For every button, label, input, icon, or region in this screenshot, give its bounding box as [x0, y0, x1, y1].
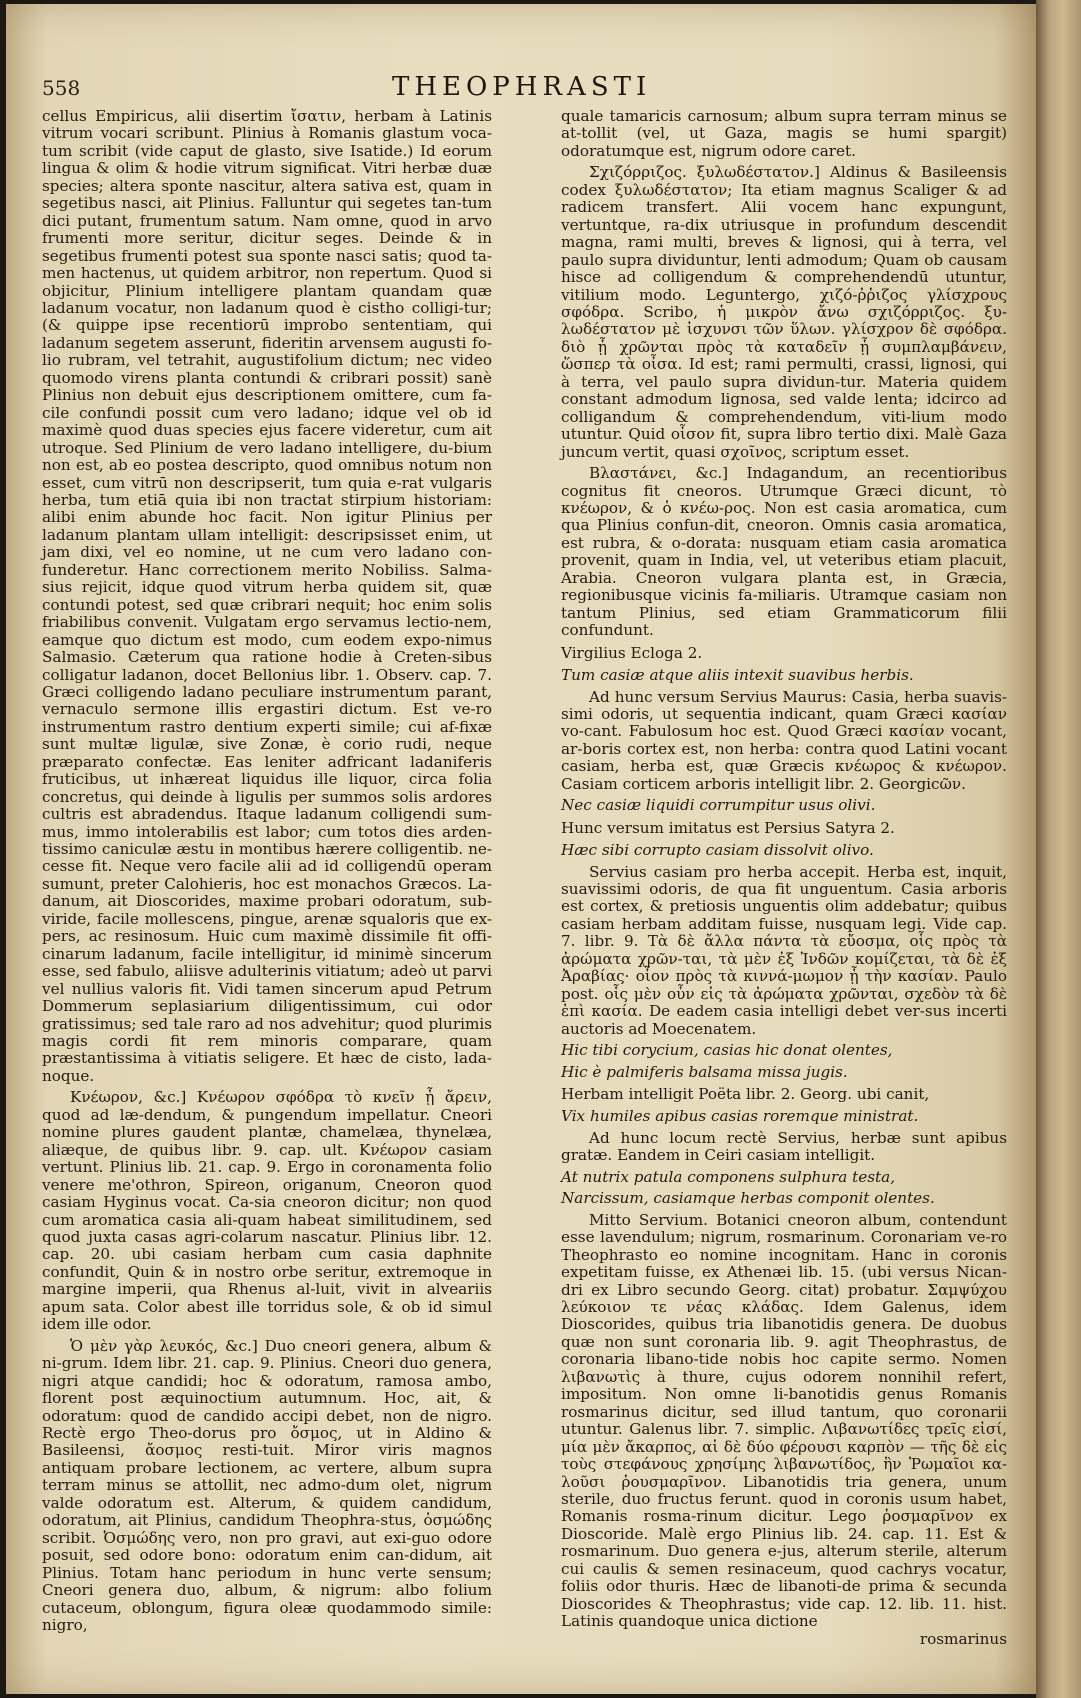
verse-line: Nec casiæ liquidi corrumpitur usus olivi. [561, 796, 876, 815]
left-column [42, 108, 492, 1634]
verse-line: Hic tibi corycium, casias hic donat olentes, [561, 1041, 893, 1060]
paragraph: Mitto Servium. Botanici cneoron album, contendunt esse lavendulum; nigrum, rosmarinum. Coronariam ve-ro Theophrasto eo nomine incognitam. Hanc in coronis expetitam fuisse, ex Athenæi lib. 15. (ubi versus Nican-dri ex Libro secundo Georg. citat) probatur. Σαμψύχου λεύκοιον τε νέας κλάδας. Idem Galenus, idem Dioscorides, quibus tria libanotidis genera. De duobus quæ non sunt coronaria lib. 9. agit Theophrastus, de coronaria libano-tide nobis hoc capite sermo. Nomen λιβανωτὶς à thure, cujus odorem nonnihil refert, impositum. Non omne li-banotidis genus Romanis rosmarinus dicitur, sed illud tantum, quo coronarii utuntur. Galenus libr. 7. simplic. Λιβανωτίδες τρεῖς εἰσί, μία μὲν ἄκαρπος, αἱ δὲ δύο φέρουσι καρπὸν — τῆς δὲ εἰς τοὺς στεφάνους χρησίμης λιβανωτίδος, ἣν Ῥωμαῖοι κα-λοῦσι ῥουσμαρῖνον. Libanotidis tria genera, unum sterile, duo fructus ferunt. quod in coronis usum habet, Romanis rosma-rinum dicitur. Lego ῥοσμαρῖνον ex Dioscoride. Malè ergo Plinius lib. 24. cap. 11. Est & rosmarinum. Duo genera e-jus, alterum sterile, alterum cui caulis & semen resinaceum, quod cachrys vocatur, foliis odor thuris. Hæc de libanoti-de prima & secunda Dioscorides & Theophrastus; vide cap. 12. lib. 11. hist. Latinis quandoque unica dictione [561, 1210, 1007, 1631]
book-gutter [1036, 0, 1081, 1698]
verse-line: Hic è palmiferis balsama missa jugis. [561, 1062, 848, 1081]
catchword: rosmarinus [919, 1629, 1007, 1648]
running-head: THEOPHRASTI [392, 72, 652, 102]
verse-line: Hæc sibi corrupto casiam dissolvit olivo. [561, 841, 874, 860]
paragraph: Σχιζόρριζος. ξυλωδέστατον.] Aldinus & Basileensis codex ξυλωδέστατον; Ita etiam magnus Scaliger & ad radicem transfert. Alii vocem hanc expungunt, vertuntque, ra-dix utriusque in profundum descendit magna, rami multi, breves & lignosi, qui à terra, vel paulo supra dividuntur, lenti admodum; Quam ob causam hisce ad colligendum & comprehendendū utuntur, vitilium modo. Leguntergo, χιζό-ῤῥιζος γλίσχρους σφόδρα. Scribo, ἡ μικρὸν ἄνω σχιζόρριζος. ξυ-λωδέστατον μὲ ἰσχυνσι τῶν ὕλων. γλίσχρον δὲ σφόδρα. διὸ ᾗ χρῶνται πρὸς τὰ καταδεῖν ᾗ συμπλαμβάνειν, ὥσπερ τὰ οἶσα. Id est; rami permulti, crassi, lignosi, qui à terra, vel paulo supra dividun-tur. Materia quidem constant admodum lignosa, sed valde lenta; idcirco ad colligandum & comprehendendum, viti-lium modo utuntur. Quid οἶσον fit, supra libro tertio dixi. Malè Gaza juncum vertit, quasi σχοῖνος, scriptum esset. [561, 163, 1007, 461]
book-page [6, 4, 1036, 1694]
verse-line: Narcissum, casiamque herbas componit olentes. [561, 1189, 935, 1208]
citation-line: Herbam intelligit Poëta libr. 2. Georg. ubi canit, [561, 1085, 930, 1104]
verse-line: At nutrix patula componens sulphura testa, [561, 1167, 896, 1186]
paragraph: cellus Empiricus, alii disertim ἴσατιν, herbam à Latinis vitrum vocari scribunt. Plinius à Romanis glastum voca-tum scribit (vide caput de glasto, sive Isatide.) Id eorum lingua & olim & hodie vitrum significat. Vitri herbæ duæ species; altera sponte nascitur, altera sativa est, quam in segetibus nasci, ait Plinius. Falluntur qui segetes tan-tum dici putant, frumentum satum. Nam omne, quod in arvo frumenti more seritur, dicitur seges. Deinde & in segetibus frumenti potest sua sponte nasci satis; quod ta-men hactenus, ut quidem arbitror, non repertum. Quod si objicitur, Plinium intelligere plantam quandam quæ ladanum vocatur, non ladanum quod è cistho colligi-tur; (& quippe ipse recentiorū improbo sententiam, qui ladanum segetem asserunt, fideritin arvensem augusti fo-lio rubram, vel tetrahit, augustifolium dictum; nec video quomodo virens planta contundi & cribrari possit) sanè Plinius non debuit ejus descriptionem omittere, cum fa-cile confundi possit cum vero ladano; idque vel ob id maximè quod duas species ejus facere videretur, cum ait utroque. Sed Plinium de vero ladano intelligere, du-bium non est, ab eo postea descripto, quod omnibus notum non esset, cum vitrū non descripserit, tum quia e-rat vulgaris herba, tum etiā quia ibi non tractat stirpium historiam: alibi enim abunde hoc facit. Non igitur Plinius per ladanum plantam ullam intelligit: descripsisset enim, ut jam dixi, vel eo nomine, ut ne cum vero ladano con-funderetur. Hanc correctionem merito Nobiliss. Salma-sius rejicit, idque quod vitrum herba quidem sit, quæ contundi potest, sed quæ cribrari nequit; hoc enim solis friabilibus convenit. Vulgatam ergo servamus lectio-nem, eamque quo dictum est modo, cum eodem expo-nimus Salmasio. Cæterum qua ratione hodie à Creten-sibus colligatur ladanon, docet Bellonius libr. 1. Observ. cap. 7. Græci colligendo ladano peculiare instrumentum parant, vernaculo sermone illis ergastiri dictum. Est ve-ro instrumentum rastro dentium experti simile; cui af-fixæ sunt multæ ligulæ, sive Zonæ, è corio rudi, neque præparato confectæ. Eas leniter adfricant ladaniferis fruticibus, ut inhæreat liquidus ille liquor, circa folia concretus, qui deinde à ligulis per summos solis ardores cultris est abradendus. Itaque ladanum colligendi sum-mus, immo intolerabilis est labor; cum totos dies arden-tissimo caniculæ æstu in montibus hærere colligentib. ne-cesse fit. Neque vero facile alii ad id colligendū operam sumunt, preter Calohieris, hoc est monachos Græcos. La-danum, ait Dioscorides, maxime probari odoratum, sub-viride, facile mollescens, pingue, arenæ squaloris que ex-pers, ac resinosum. Huic cum maximè dissimile fit offi-cinarum ladanum, facile intelligitur, id minimè sincerum esse, sed fabulo, aliisve adulterinis vitiatum; adeò ut parvi vel nullius valoris fit. Vidi tamen sincerum apud Petrum Dommerum seplasiarium diligentissimum, cui odor gratissimus; sed tale raro ad nos advehitur; quod plurimis magis cordi fit rem minoris comparare, quam præstantissima à vitiatis seligere. Et hæc de cisto, lada-noque. [42, 107, 492, 1085]
page-number: 558 [42, 76, 81, 100]
citation-line: Virgilius Ecloga 2. [561, 643, 703, 662]
paragraph: Ad hunc locum rectè Servius, herbæ sunt apibus gratæ. Eandem in Ceiri casiam intelligit. [561, 1128, 1007, 1165]
paragraph: Servius casiam pro herba accepit. Herba est, inquit, suavissimi odoris, de qua fit unguentum. Casia arboris est cortex, & pretiosis unguentis olim addebatur; quibus casiam herbam additam fuisse, nusquam legi. Vide cap. 7. libr. 9. Τὰ δὲ ἄλλα πάντα τὰ εὔοσμα, οἷς πρὸς τὰ ἀρώματα χρῶν-ται, τὰ μὲν ἐξ Ἰνδῶν κομίζεται, τὰ δὲ ἐξ Ἀραβίας· οἷον πρὸς τὰ κιννά-μωμον ᾗ τὴν κασίαν. Paulo post. οἷς μὲν οὖν εἰς τὰ ἀρώματα χρῶνται, σχεδὸν τὰ δὲ ἐπὶ κασία. De eadem casia intelligi debet ver-sus incerti auctoris ad Moecenatem. [561, 862, 1007, 1038]
paragraph: quale tamaricis carnosum; album supra terram minus se at-tollit (vel, ut Gaza, magis se humi spargit) odoratumque est, nigrum odore caret. [561, 107, 1007, 160]
page-header [42, 72, 682, 106]
right-column [561, 108, 1007, 1648]
paragraph: Κνέωρον, &c.] Κνέωρον σφόδρα τὸ κνεῖν ᾗ ἄρειν, quod ad læ-dendum, & pungendum impellatur. Cneori nomine plures gaudent plantæ, chamelæa, thynelæa, aliæque, de quibus libr. 9. cap. ult. Κνέωρον casiam vertunt. Plinius lib. 21. cap. 9. Ergo in coronamenta folio venere me'othron, Spireon, origanum, Cneoron quod casiam Hyginus vocat. Ca-sia cneoron dicitur; non quod cum aromatica casia ali-quam habeat similitudinem, sed quod juxta casas agri-colarum nascatur. Plinius libr. 12. cap. 20. ubi casiam herbam cum casia daphnite confundit, Quin & in nostro orbe seritur, extremoque in margine imperii, qua Rhenus al-luit, vivit in alveariis apum sata. Color abest ille torridus sole, & ob id simul idem ille odor. [42, 1088, 492, 1334]
paragraph: Βλαστάνει, &c.] Indagandum, an recentioribus cognitus fit cneoros. Utrumque Græci dicunt, τὸ κνέωρον, & ὁ κνέω-ρος. Non est casia aromatica, cum qua Plinius confun-dit, cneoron. Omnis casia aromatica, est rubra, & o-dorata: nusquam etiam casia aromatica provenit, quam in India, vel, ut veteribus etiam placuit, Arabia. Cneoron vulgara planta est, in Græcia, regionibusque vicinis fa-miliaris. Utramque casiam non tantum Plinius, sed etiam Grammaticorum filii confundunt. [561, 464, 1007, 640]
paragraph: Ad hunc versum Servius Maurus: Casia, herba suavis-simi odoris, ut sequentia indicant, quam Græci κασίαν vo-cant. Fabulosum hoc est. Quod Græci κασίαν vocant, ar-boris cortex est, non herba: contra quod Latini vocant casiam, herba est, quæ Græcis κνέωρος & κνέωρον. Casiam corticem arboris intelligit libr. 2. Georgicῶν. [561, 687, 1007, 793]
verse-line: Vix humiles apibus casias roremque ministrat. [561, 1107, 919, 1126]
citation-line: Hunc versum imitatus est Persius Satyra 2. [561, 818, 895, 837]
verse-line: Tum casiæ atque aliis intexit suavibus herbis. [561, 666, 914, 685]
paragraph: Ὁ μὲν γὰρ λευκός, &c.] Duo cneori genera, album & ni-grum. Idem libr. 21. cap. 9. Plinius. Cneori duo genera, nigri atque candidi; hoc & odoratum, ramosa ambo, florent post æquinoctium autumnum. Hoc, ait, & odoratum: quod de candido accipi debet, non de nigro. Rectè ergo Theo-dorus pro ὄσμος, ut in Aldino & Basileensi, ἄοσμος resti-tuit. Miror viris magnos antiquam probare lectionem, ac vertere, album supra terram minus se attollit, nec admo-dum olet, nigrum valde odoratum est. Alterum, & quidem candidum, odoratum, ait Plinius, candidum Theophra-stus, ὀσμώδης scribit. Ὀσμώδης vero, non pro gravi, aut exi-guo odore posuit, sed odore bono: odoratum enim can-didum, ait Plinius. Totam hanc periodum in hunc verte sensum; Cneori genera duo, album, & nigrum: albo folium cutaceum, oblongum, figura oleæ quodammodo simile: nigro, [42, 1336, 492, 1634]
